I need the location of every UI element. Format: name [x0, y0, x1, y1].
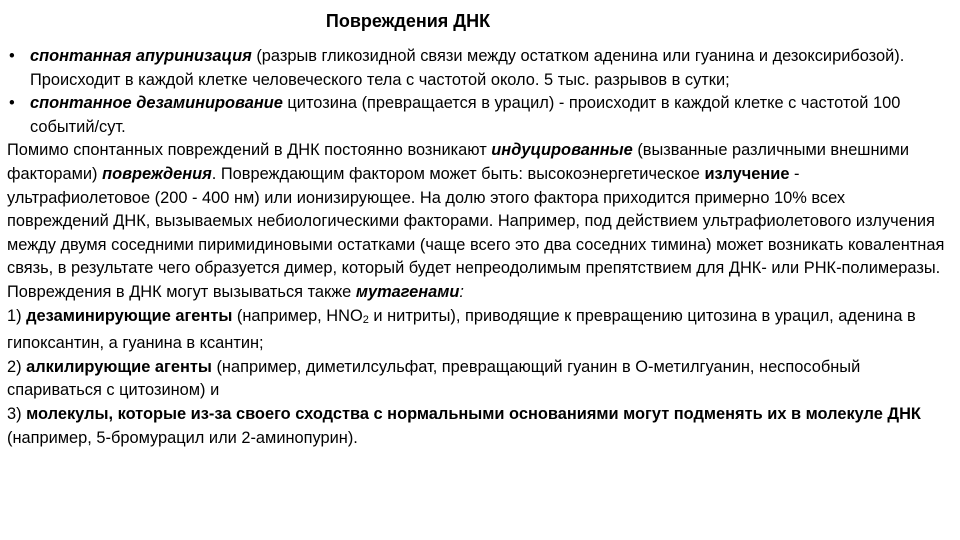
subscript: 2: [362, 313, 369, 326]
term-deaminating-agents: дезаминирующие агенты: [26, 306, 233, 325]
text-run: :: [459, 282, 464, 301]
list-item-deaminating-agents: [7, 305, 947, 356]
bullet-deamination-text: цитозина (превращается в урацил) - происходит в каждой клетке с частотой 100 событий/сут.: [30, 94, 901, 136]
list-item-base-analogs: [7, 403, 947, 450]
slide-content: [7, 45, 947, 450]
paragraph-induced-damage: [7, 139, 947, 281]
term-alkylating-agents: алкилирующие агенты: [26, 357, 212, 376]
bullet-apurinization-text: (разрыв гликозидной связи между остатком аденина или гуанина и дезоксирибозой). Происходит в каждой клетке человеческого тела с частотой около. 5 тыс. разрывов в сутки;: [30, 47, 905, 89]
text-run: и нитриты), приводящие к превращению цитозина в урацил, аденина в гипоксантин, а гуанина в ксантин;: [7, 306, 916, 353]
text-run: (например, HNO: [232, 306, 363, 325]
bullet-deamination: [7, 92, 947, 139]
bullet-dot: •: [9, 94, 15, 113]
bullet-dot: •: [9, 47, 15, 65]
text-run: (вызванные различными внешними факторами): [7, 141, 910, 183]
term-base-analogs: молекулы, которые из-за своего сходства с нормальными основаниями могут подменять их в молекуле ДНК: [26, 404, 921, 423]
item-number: 3): [7, 404, 27, 423]
text-run: Помимо спонтанных повреждений в ДНК постоянно возникают: [7, 141, 492, 160]
list-item-alkylating-agents: [7, 356, 947, 403]
text-run: (например, диметилсульфат, превращающий гуанин в O-метилгуанин, неспособный спариваться с цитозином) и: [7, 357, 861, 400]
bullet-apurinization: [7, 45, 947, 92]
text-run: . Повреждающим фактором может быть: высокоэнергетическое: [211, 164, 705, 183]
term-apurinization: спонтанная апуринизация: [30, 47, 252, 65]
term-deamination-a: спонтанное: [30, 94, 137, 113]
term-induced: индуцированные: [491, 141, 633, 160]
term-mutagens: мутагенами: [355, 282, 460, 301]
slide-title: Повреждения ДНК: [325, 11, 491, 31]
text-run: - ультрафиолетовое (200 - 400 нм) или ионизирующее. На долю этого фактора приходится примерно 10% всех повреждений ДНК, вызываемых небиологическими факторами. Например, под действием ультрафиолетового излучения между двумя соседними пиримидиновыми остатками (чаще всего это два соседних тимина) может возникать ковалентная связь, в результате чего образуется димер, который будет непреодолимым препятствием для ДНК- или РНК-полимеразы.: [7, 164, 945, 278]
term-radiation: излучение: [704, 164, 790, 183]
item-number: 2): [7, 357, 27, 376]
item-number: 1): [7, 306, 27, 325]
text-run: (например, 5-бромурацил или 2-аминопурин).: [7, 428, 358, 447]
text-run: Повреждения в ДНК могут вызываться также: [7, 282, 356, 301]
term-damage: повреждения: [102, 164, 212, 183]
term-deamination-b: дезаминирование: [136, 94, 283, 113]
paragraph-mutagens: [7, 281, 947, 305]
